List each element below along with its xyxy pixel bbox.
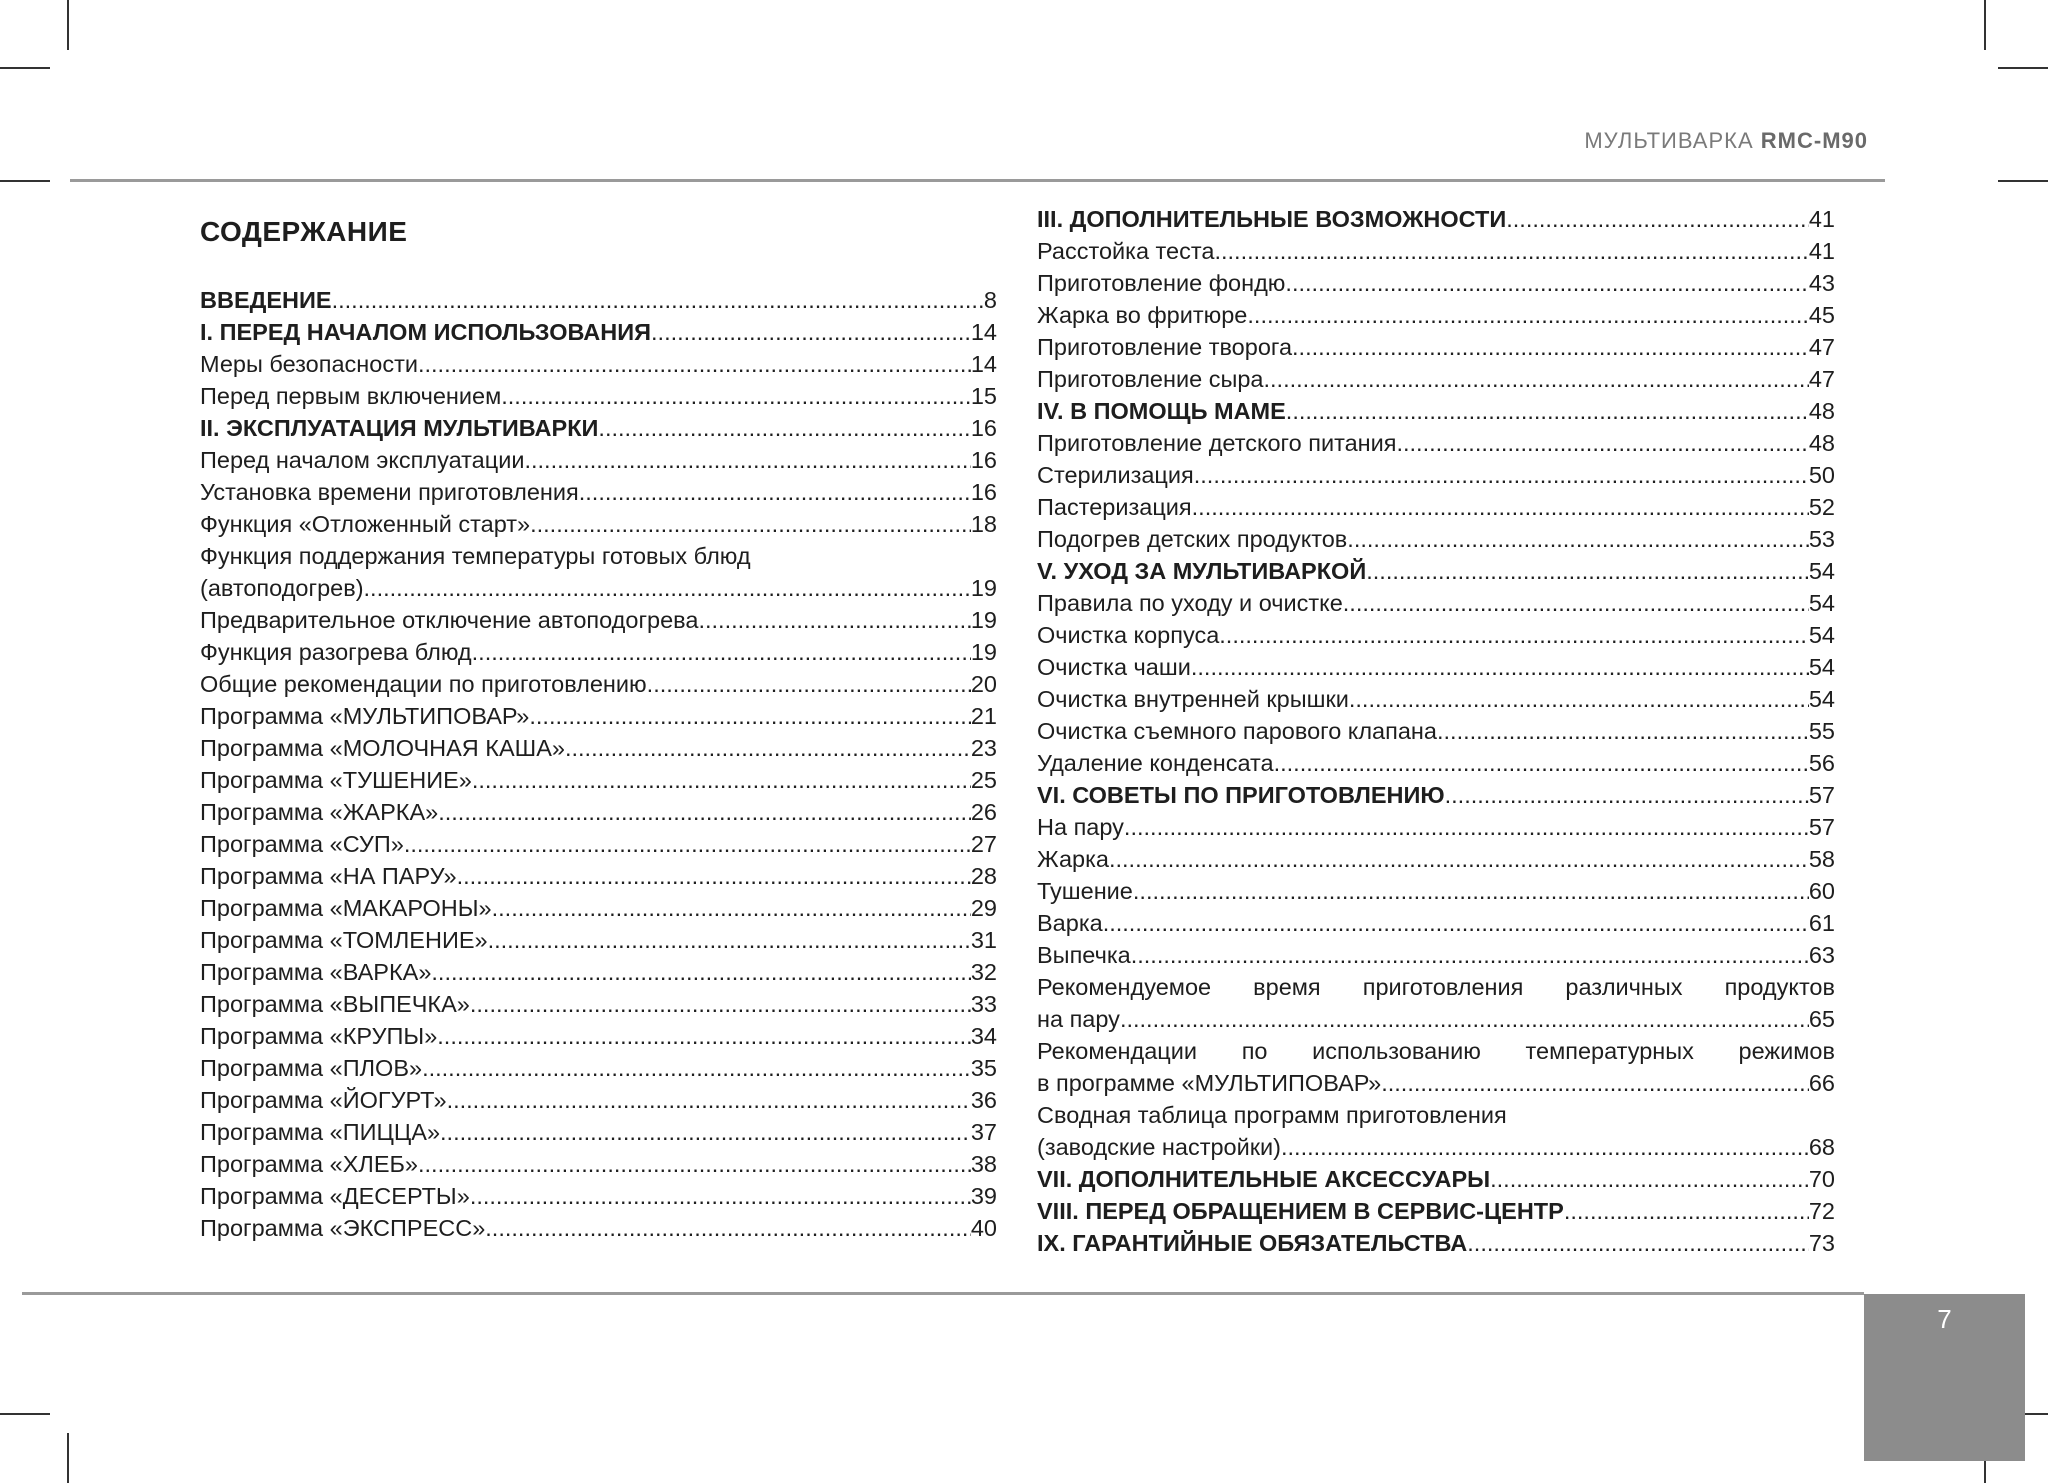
toc-leader-dots: [1214, 235, 1808, 267]
toc-entry[interactable]: [1037, 587, 1835, 619]
toc-leader-dots: [1219, 619, 1809, 651]
toc-entry-title: Приготовление творога: [1037, 334, 1293, 360]
toc-entry-title: Программа «ТУШЕНИЕ»: [200, 767, 472, 793]
toc-leader-dots: [488, 924, 971, 956]
toc-entry[interactable]: [1037, 299, 1835, 331]
toc-right-column: [1037, 203, 1835, 1259]
toc-entry-title: Приготовление детского питания: [1037, 430, 1397, 456]
toc-page-number: 18: [970, 511, 997, 537]
toc-entry-title: ВВЕДЕНИЕ: [200, 287, 332, 313]
toc-page-number: 39: [970, 1183, 997, 1209]
toc-entry[interactable]: [1037, 619, 1835, 651]
toc-section-entry[interactable]: [1037, 1195, 1835, 1227]
toc-entry-title: Программа «ХЛЕБ»: [200, 1151, 418, 1177]
toc-entry-title: Приготовление сыра: [1037, 366, 1264, 392]
toc-leader-dots: [1366, 555, 1809, 587]
toc-page-number: 32: [970, 959, 997, 985]
toc-leader-dots: [1286, 395, 1809, 427]
toc-entry[interactable]: [1037, 459, 1835, 491]
toc-entry-title: Программа «ПЛОВ»: [200, 1055, 423, 1081]
toc-entry-title: III. ДОПОЛНИТЕЛЬНЫЕ ВОЗМОЖНОСТИ: [1037, 206, 1507, 232]
toc-entry-title: Пастеризация: [1037, 494, 1192, 520]
toc-entry-title: Функция разогрева блюд: [200, 639, 472, 665]
toc-page-number: 54: [1808, 622, 1835, 648]
toc-leader-dots: [485, 1212, 971, 1244]
toc-page-number: 19: [970, 575, 997, 601]
toc-leader-dots: [1396, 427, 1808, 459]
toc-page-number: 70: [1808, 1166, 1835, 1192]
toc-entry-title: Тушение: [1037, 878, 1133, 904]
toc-entry[interactable]: [200, 1212, 997, 1244]
toc-leader-dots: [470, 1180, 971, 1212]
page-number: 7: [1937, 1304, 1952, 1334]
toc-page-number: 29: [970, 895, 997, 921]
toc-entry-title: Программа «ВАРКА»: [200, 959, 432, 985]
crop-mark: [67, 1433, 69, 1483]
toc-title: СОДЕРЖАНИЕ: [200, 216, 408, 247]
toc-entry[interactable]: [200, 348, 997, 380]
toc-leader-dots: [1192, 491, 1809, 523]
toc-page-number: 66: [1808, 1070, 1835, 1096]
crop-mark: [67, 0, 69, 50]
toc-entry-title: Перед началом эксплуатации: [200, 447, 525, 473]
toc-leader-dots: [472, 636, 971, 668]
toc-entry[interactable]: [200, 988, 997, 1020]
crop-mark: [0, 180, 50, 182]
toc-page-number: 28: [970, 863, 997, 889]
toc-leader-dots: [364, 572, 971, 604]
toc-leader-dots: [530, 508, 971, 540]
toc-entry[interactable]: [1037, 715, 1835, 747]
toc-page-number: 47: [1808, 334, 1835, 360]
toc-leader-dots: [1124, 811, 1809, 843]
toc-section-entry[interactable]: [1037, 1227, 1835, 1259]
toc-entry[interactable]: [200, 508, 997, 540]
toc-entry[interactable]: [200, 604, 997, 636]
toc-leader-dots: [1437, 715, 1809, 747]
toc-page-number: 8: [983, 287, 997, 313]
toc-leader-dots: [431, 956, 970, 988]
toc-page-number: 14: [970, 351, 997, 377]
toc-entry-title: Предварительное отключение автоподогрева: [200, 607, 699, 633]
toc-entry[interactable]: [200, 1052, 997, 1084]
toc-page-number: 35: [970, 1055, 997, 1081]
toc-page-number: 27: [970, 831, 997, 857]
toc-entry[interactable]: [200, 956, 997, 988]
toc-leader-dots: [1343, 587, 1809, 619]
toc-entry-title: IX. ГАРАНТИЙНЫЕ ОБЯЗАТЕЛЬСТВА: [1037, 1230, 1468, 1256]
toc-page-number: 19: [970, 639, 997, 665]
toc-entry[interactable]: [1037, 427, 1835, 459]
toc-page-number: 73: [1808, 1230, 1835, 1256]
toc-entry-title: Общие рекомендации по приготовлению: [200, 671, 647, 697]
toc-entry-title: Очистка чаши: [1037, 654, 1191, 680]
toc-entry[interactable]: [200, 636, 997, 668]
toc-entry[interactable]: [1037, 683, 1835, 715]
toc-entry[interactable]: [1037, 363, 1835, 395]
toc-entry[interactable]: [200, 668, 997, 700]
toc-page-number: 38: [970, 1151, 997, 1177]
toc-entry-title: V. УХОД ЗА МУЛЬТИВАРКОЙ: [1037, 558, 1367, 584]
toc-page-number: 16: [970, 447, 997, 473]
toc-leader-dots: [472, 764, 971, 796]
toc-page-number: 53: [1808, 526, 1835, 552]
toc-entry[interactable]: [200, 1084, 997, 1116]
toc-leader-dots: [565, 732, 971, 764]
toc-page-number: 41: [1808, 206, 1835, 232]
toc-page-number: 16: [970, 479, 997, 505]
toc-leader-dots: [1490, 1163, 1809, 1195]
toc-page-number: 57: [1808, 814, 1835, 840]
toc-entry-title: I. ПЕРЕД НАЧАЛОМ ИСПОЛЬЗОВАНИЯ: [200, 319, 652, 345]
toc-leader-dots: [1103, 907, 1809, 939]
toc-page-number: 14: [970, 319, 997, 345]
toc-page-number: 58: [1808, 846, 1835, 872]
toc-page-number: 54: [1808, 686, 1835, 712]
toc-section-entry[interactable]: [1037, 203, 1835, 235]
toc-page-number: 55: [1808, 718, 1835, 744]
toc-leader-dots: [1506, 203, 1809, 235]
toc-page-number: 72: [1808, 1198, 1835, 1224]
toc-entry-title: Стерилизация: [1037, 462, 1194, 488]
toc-entry[interactable]: [200, 1020, 997, 1052]
toc-page-number: 26: [970, 799, 997, 825]
toc-entry-title: (автоподогрев): [200, 575, 364, 601]
toc-entry[interactable]: [200, 828, 997, 860]
toc-section-entry[interactable]: [1037, 555, 1835, 587]
toc-leader-dots: [524, 444, 970, 476]
toc-section-entry[interactable]: [1037, 1163, 1835, 1195]
toc-entry[interactable]: [1037, 1067, 1835, 1099]
toc-entry-title: Программа «ЭКСПРЕСС»: [200, 1215, 486, 1241]
toc-entry-title: IV. В ПОМОЩЬ МАМЕ: [1037, 398, 1286, 424]
toc-entry-title: VIII. ПЕРЕД ОБРАЩЕНИЕМ В СЕРВИС-ЦЕНТР: [1037, 1198, 1564, 1224]
toc-leader-dots: [418, 348, 971, 380]
toc-leader-dots: [440, 1116, 971, 1148]
toc-entry-title: Функция «Отложенный старт»: [200, 511, 531, 537]
toc-entry[interactable]: [1037, 907, 1835, 939]
toc-entry-title: Программа «ЖАРКА»: [200, 799, 439, 825]
toc-entry-title: Программа «СУП»: [200, 831, 404, 857]
toc-entry[interactable]: [1037, 235, 1835, 267]
toc-page-number: 63: [1808, 942, 1835, 968]
toc-page-number: 19: [970, 607, 997, 633]
toc-page-number: 65: [1808, 1006, 1835, 1032]
toc-entry[interactable]: [200, 860, 997, 892]
crop-mark: [1998, 180, 2048, 182]
toc-entry-title: Расстойка теста: [1037, 238, 1215, 264]
toc-page-number: 54: [1808, 558, 1835, 584]
toc-entry[interactable]: [200, 796, 997, 828]
crop-mark: [1984, 0, 1986, 50]
toc-page-number: 37: [970, 1119, 997, 1145]
toc-entry[interactable]: [200, 732, 997, 764]
toc-page-number: 52: [1808, 494, 1835, 520]
toc-entry-title: Установка времени приготовления: [200, 479, 579, 505]
toc-leader-dots: [422, 1052, 971, 1084]
toc-page-number: 56: [1808, 750, 1835, 776]
toc-entry-title: Очистка съемного парового клапана: [1037, 718, 1437, 744]
toc-entry[interactable]: [200, 924, 997, 956]
toc-entry-title: Очистка корпуса: [1037, 622, 1220, 648]
toc-entry[interactable]: [200, 892, 997, 924]
toc-leader-dots: [470, 988, 971, 1020]
toc-entry-title: Программа «ДЕСЕРТЫ»: [200, 1183, 470, 1209]
toc-entry[interactable]: [200, 700, 997, 732]
toc-section-entry[interactable]: [200, 284, 997, 316]
toc-entry[interactable]: [1037, 747, 1835, 779]
toc-leader-dots: [1467, 1227, 1809, 1259]
toc-entry[interactable]: [1037, 1131, 1835, 1163]
toc-page-number: 20: [970, 671, 997, 697]
toc-entry-title-line: Рекомендуемое время приготовления различных продуктов: [1037, 974, 1835, 1000]
toc-page-number: 21: [970, 703, 997, 729]
toc-leader-dots: [457, 860, 971, 892]
toc-page-number: 41: [1808, 238, 1835, 264]
toc-page-number: 25: [970, 767, 997, 793]
toc-leader-dots: [404, 828, 971, 860]
toc-leader-dots: [1349, 683, 1809, 715]
toc-entry-title: Выпечка: [1037, 942, 1131, 968]
toc-leader-dots: [437, 1020, 971, 1052]
toc-page-number: 43: [1808, 270, 1835, 296]
toc-page-number: 15: [970, 383, 997, 409]
header-rule: [70, 179, 1885, 182]
toc-page-number: 60: [1808, 878, 1835, 904]
toc-leader-dots: [1347, 523, 1809, 555]
toc-section-entry[interactable]: [200, 316, 997, 348]
toc-leader-dots: [492, 892, 971, 924]
toc-leader-dots: [438, 796, 971, 828]
toc-entry[interactable]: [1037, 939, 1835, 971]
toc-entry[interactable]: [1037, 523, 1835, 555]
toc-entry-title: Варка: [1037, 910, 1103, 936]
toc-entry-title-line: Функция поддержания температуры готовых блюд: [200, 543, 751, 569]
toc-leader-dots: [1381, 1067, 1809, 1099]
toc-entry-title: Правила по уходу и очистке: [1037, 590, 1343, 616]
toc-entry[interactable]: [1037, 491, 1835, 523]
toc-leader-dots: [1133, 875, 1809, 907]
crop-mark: [1998, 67, 2048, 69]
toc-leader-dots: [1263, 363, 1808, 395]
toc-leader-dots: [698, 604, 970, 636]
toc-entry[interactable]: [200, 1180, 997, 1212]
toc-entry-title: Программа «ЙОГУРТ»: [200, 1087, 447, 1113]
header-model: RMC-M90: [1760, 128, 1868, 153]
toc-page-number: 57: [1808, 782, 1835, 808]
toc-leader-dots: [651, 316, 971, 348]
toc-entry-title: Подогрев детских продуктов: [1037, 526, 1348, 552]
toc-leader-dots: [1131, 939, 1809, 971]
toc-page-number: 36: [970, 1087, 997, 1113]
toc-entry[interactable]: [200, 1116, 997, 1148]
toc-leader-dots: [647, 668, 971, 700]
crop-mark: [0, 1413, 50, 1415]
toc-page-number: 33: [970, 991, 997, 1017]
toc-entry-title: Программа «ТОМЛЕНИЕ»: [200, 927, 488, 953]
toc-leader-dots: [1194, 459, 1809, 491]
toc-page-number: 50: [1808, 462, 1835, 488]
toc-page-number: 31: [970, 927, 997, 953]
page-number-box: [1864, 1294, 2025, 1461]
toc-page-number: 54: [1808, 590, 1835, 616]
running-header: [1584, 128, 1868, 154]
toc-entry-title: Меры безопасности: [200, 351, 418, 377]
toc-entry-title: на пару: [1037, 1006, 1120, 1032]
toc-page-number: 54: [1808, 654, 1835, 680]
toc-leader-dots: [1274, 747, 1809, 779]
toc-entry-title-line: Сводная таблица программ приготовления: [1037, 1102, 1507, 1128]
toc-entry-title: Очистка внутренней крышки: [1037, 686, 1349, 712]
toc-leader-dots: [598, 412, 970, 444]
header-brand: МУЛЬТИВАРКА: [1584, 128, 1754, 153]
toc-page-number: 16: [970, 415, 997, 441]
toc-entry-title: На пару: [1037, 814, 1124, 840]
toc-leader-dots: [501, 380, 971, 412]
toc-page-number: 68: [1808, 1134, 1835, 1160]
toc-entry-title: Программа «МУЛЬТИПОВАР»: [200, 703, 530, 729]
toc-entry[interactable]: [200, 1148, 997, 1180]
footer-rule: [22, 1292, 1864, 1295]
toc-leader-dots: [1445, 779, 1809, 811]
toc-entry-title: VII. ДОПОЛНИТЕЛЬНЫЕ АКСЕССУАРЫ: [1037, 1166, 1491, 1192]
toc-entry-title: VI. СОВЕТЫ ПО ПРИГОТОВЛЕНИЮ: [1037, 782, 1445, 808]
toc-page-number: 34: [970, 1023, 997, 1049]
toc-page-number: 47: [1808, 366, 1835, 392]
toc-page-number: 23: [970, 735, 997, 761]
toc-leader-dots: [1292, 331, 1809, 363]
toc-entry-title: Программа «НА ПАРУ»: [200, 863, 457, 889]
toc-entry-title: Перед первым включением: [200, 383, 502, 409]
toc-leader-dots: [332, 284, 984, 316]
toc-entry-title: Программа «МАКАРОНЫ»: [200, 895, 492, 921]
toc-leader-dots: [1285, 267, 1808, 299]
toc-page-number: 61: [1808, 910, 1835, 936]
toc-entry[interactable]: [200, 764, 997, 796]
toc-entry-title: в программе «МУЛЬТИПОВАР»: [1037, 1070, 1382, 1096]
toc-entry-title: II. ЭКСПЛУАТАЦИЯ МУЛЬТИВАРКИ: [200, 415, 599, 441]
toc-entry[interactable]: [1037, 1003, 1835, 1035]
toc-entry[interactable]: [200, 572, 997, 604]
toc-entry[interactable]: [1037, 331, 1835, 363]
toc-entry-title: Жарка: [1037, 846, 1109, 872]
toc-leader-dots: [418, 1148, 971, 1180]
toc-entry-title-line: Рекомендации по использованию температурных режимов: [1037, 1038, 1835, 1064]
toc-page-number: 48: [1808, 430, 1835, 456]
toc-page-number: 48: [1808, 398, 1835, 424]
toc-leader-dots: [1120, 1003, 1809, 1035]
toc-leader-dots: [1564, 1195, 1809, 1227]
toc-entry[interactable]: [1037, 875, 1835, 907]
toc-left-column: [200, 284, 997, 1244]
toc-page-number: 45: [1808, 302, 1835, 328]
toc-entry[interactable]: [200, 380, 997, 412]
toc-entry-title: Программа «ВЫПЕЧКА»: [200, 991, 470, 1017]
toc-entry[interactable]: [200, 476, 997, 508]
toc-leader-dots: [1281, 1131, 1809, 1163]
crop-mark: [0, 67, 50, 69]
toc-entry-title: Приготовление фондю: [1037, 270, 1286, 296]
toc-leader-dots: [529, 700, 971, 732]
toc-section-entry[interactable]: [200, 412, 997, 444]
toc-entry[interactable]: [1037, 267, 1835, 299]
toc-section-entry[interactable]: [1037, 779, 1835, 811]
toc-leader-dots: [1109, 843, 1809, 875]
toc-page-number: 40: [970, 1215, 997, 1241]
toc-leader-dots: [1247, 299, 1808, 331]
toc-entry-title: (заводские настройки): [1037, 1134, 1281, 1160]
toc-leader-dots: [579, 476, 971, 508]
toc-entry-title: Жарка во фритюре: [1037, 302, 1248, 328]
toc-leader-dots: [1191, 651, 1809, 683]
toc-entry[interactable]: [1037, 811, 1835, 843]
toc-entry[interactable]: [200, 444, 997, 476]
toc-entry-title: Удаление конденсата: [1037, 750, 1274, 776]
toc-leader-dots: [447, 1084, 971, 1116]
toc-section-entry[interactable]: [1037, 395, 1835, 427]
toc-entry-title: Программа «МОЛОЧНАЯ КАША»: [200, 735, 565, 761]
toc-entry[interactable]: [1037, 843, 1835, 875]
toc-entry[interactable]: [1037, 651, 1835, 683]
toc-entry-title: Программа «ПИЦЦА»: [200, 1119, 441, 1145]
toc-entry-title: Программа «КРУПЫ»: [200, 1023, 438, 1049]
